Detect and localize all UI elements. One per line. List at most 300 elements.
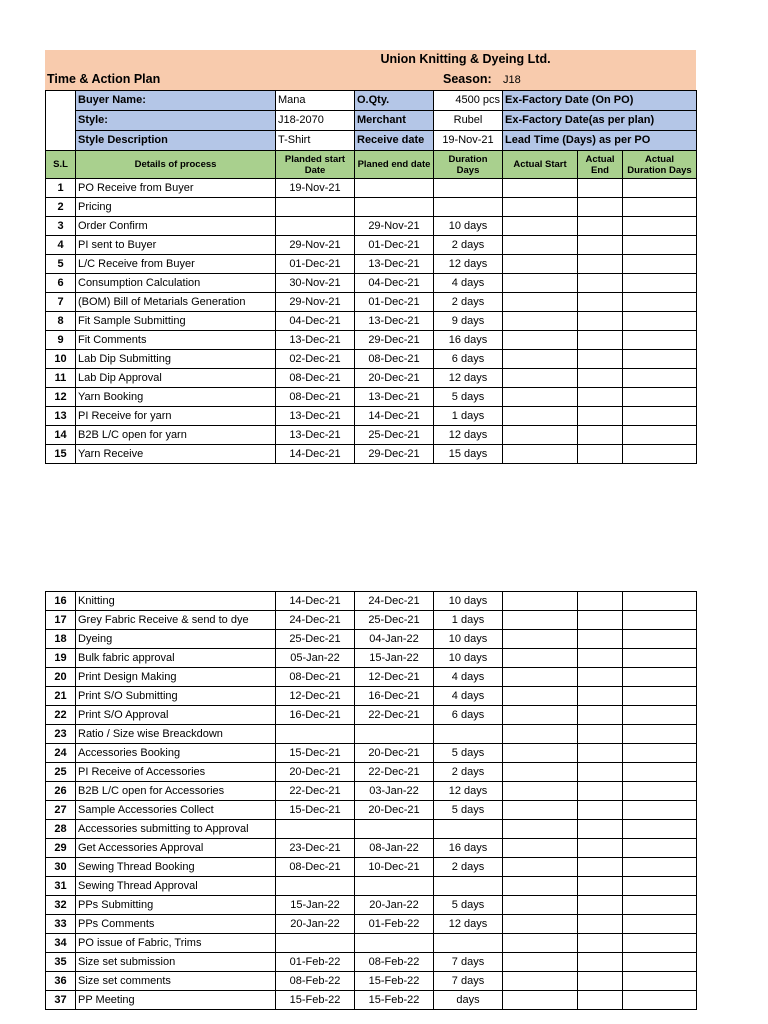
row-sl-number: 30 bbox=[46, 858, 76, 877]
row-actual-duration[interactable] bbox=[623, 255, 697, 274]
row-planned-end[interactable]: 20-Jan-22 bbox=[355, 896, 434, 915]
row-actual-end[interactable] bbox=[578, 782, 623, 801]
row-process-details[interactable]: L/C Receive from Buyer bbox=[76, 255, 276, 274]
row-actual-start[interactable] bbox=[503, 687, 578, 706]
row-duration[interactable]: 5 days bbox=[434, 896, 503, 915]
row-planned-end[interactable]: 25-Dec-21 bbox=[355, 611, 434, 630]
table-row bbox=[46, 445, 697, 464]
row-actual-end[interactable] bbox=[578, 293, 623, 312]
row-actual-start[interactable] bbox=[503, 312, 578, 331]
row-actual-duration[interactable] bbox=[623, 312, 697, 331]
row-actual-duration[interactable] bbox=[623, 649, 697, 668]
row-duration[interactable]: 9 days bbox=[434, 312, 503, 331]
row-actual-duration[interactable] bbox=[623, 858, 697, 877]
row-planned-start[interactable]: 22-Dec-21 bbox=[276, 782, 355, 801]
row-process-details[interactable]: PI Receive of Accessories bbox=[76, 763, 276, 782]
row-planned-start[interactable]: 14-Dec-21 bbox=[276, 445, 355, 464]
receive-value[interactable]: 19-Nov-21 bbox=[434, 131, 503, 151]
row-process-details[interactable]: Yarn Receive bbox=[76, 445, 276, 464]
row-actual-start[interactable] bbox=[503, 763, 578, 782]
row-sl-number: 9 bbox=[46, 331, 76, 350]
row-actual-end[interactable] bbox=[578, 274, 623, 293]
row-planned-end[interactable] bbox=[355, 820, 434, 839]
row-planned-end[interactable]: 24-Dec-21 bbox=[355, 592, 434, 611]
row-actual-duration[interactable] bbox=[623, 179, 697, 198]
row-planned-start[interactable]: 05-Jan-22 bbox=[276, 649, 355, 668]
row-planned-end[interactable]: 25-Dec-21 bbox=[355, 426, 434, 445]
row-actual-end[interactable] bbox=[578, 820, 623, 839]
row-actual-end[interactable] bbox=[578, 972, 623, 991]
exf-po-label: Ex-Factory Date (On PO) bbox=[503, 91, 697, 111]
row-duration[interactable]: 12 days bbox=[434, 369, 503, 388]
row-duration[interactable]: 2 days bbox=[434, 236, 503, 255]
row-actual-start[interactable] bbox=[503, 972, 578, 991]
row-duration[interactable] bbox=[434, 934, 503, 953]
row-actual-end[interactable] bbox=[578, 896, 623, 915]
row-process-details[interactable]: PPs Comments bbox=[76, 915, 276, 934]
row-actual-start[interactable] bbox=[503, 611, 578, 630]
row-duration[interactable]: 16 days bbox=[434, 331, 503, 350]
row-actual-start[interactable] bbox=[503, 858, 578, 877]
table-row bbox=[46, 331, 697, 350]
row-actual-start[interactable] bbox=[503, 706, 578, 725]
row-planned-end[interactable]: 20-Dec-21 bbox=[355, 369, 434, 388]
row-planned-start[interactable] bbox=[276, 877, 355, 896]
row-duration[interactable]: 10 days bbox=[434, 630, 503, 649]
row-process-details[interactable]: Fit Comments bbox=[76, 331, 276, 350]
row-actual-start[interactable] bbox=[503, 649, 578, 668]
row-planned-end[interactable]: 14-Dec-21 bbox=[355, 407, 434, 426]
row-planned-start[interactable]: 01-Feb-22 bbox=[276, 953, 355, 972]
row-planned-end[interactable] bbox=[355, 725, 434, 744]
row-actual-duration[interactable] bbox=[623, 407, 697, 426]
row-sl-number: 13 bbox=[46, 407, 76, 426]
row-process-details[interactable]: Bulk fabric approval bbox=[76, 649, 276, 668]
row-actual-duration[interactable] bbox=[623, 763, 697, 782]
row-duration[interactable]: 12 days bbox=[434, 782, 503, 801]
info-row-desc bbox=[46, 131, 697, 151]
table-row bbox=[46, 953, 697, 972]
row-sl-number: 3 bbox=[46, 217, 76, 236]
row-process-details[interactable]: B2B L/C open for Accessories bbox=[76, 782, 276, 801]
row-planned-start[interactable]: 08-Dec-21 bbox=[276, 668, 355, 687]
row-actual-start[interactable] bbox=[503, 592, 578, 611]
row-planned-start[interactable]: 13-Dec-21 bbox=[276, 426, 355, 445]
row-planned-start[interactable]: 15-Dec-21 bbox=[276, 801, 355, 820]
row-process-details[interactable]: PI sent to Buyer bbox=[76, 236, 276, 255]
row-actual-end[interactable] bbox=[578, 839, 623, 858]
row-duration[interactable]: 5 days bbox=[434, 801, 503, 820]
row-actual-start[interactable] bbox=[503, 782, 578, 801]
row-planned-start[interactable]: 02-Dec-21 bbox=[276, 350, 355, 369]
row-actual-start[interactable] bbox=[503, 407, 578, 426]
row-duration[interactable]: 16 days bbox=[434, 839, 503, 858]
row-actual-duration[interactable] bbox=[623, 877, 697, 896]
row-duration[interactable] bbox=[434, 725, 503, 744]
row-actual-duration[interactable] bbox=[623, 934, 697, 953]
row-planned-end[interactable]: 12-Dec-21 bbox=[355, 668, 434, 687]
row-duration[interactable]: 6 days bbox=[434, 350, 503, 369]
row-actual-duration[interactable] bbox=[623, 782, 697, 801]
row-duration[interactable]: 2 days bbox=[434, 293, 503, 312]
row-planned-start[interactable]: 13-Dec-21 bbox=[276, 407, 355, 426]
row-actual-end[interactable] bbox=[578, 744, 623, 763]
row-actual-end[interactable] bbox=[578, 592, 623, 611]
row-actual-start[interactable] bbox=[503, 388, 578, 407]
row-actual-start[interactable] bbox=[503, 934, 578, 953]
row-planned-end[interactable]: 22-Dec-21 bbox=[355, 763, 434, 782]
row-process-details[interactable]: Sample Accessories Collect bbox=[76, 801, 276, 820]
action-plan-table-part-1 bbox=[45, 90, 697, 464]
row-actual-end[interactable] bbox=[578, 369, 623, 388]
row-process-details[interactable]: Sewing Thread Booking bbox=[76, 858, 276, 877]
row-actual-end[interactable] bbox=[578, 630, 623, 649]
row-actual-start[interactable] bbox=[503, 877, 578, 896]
row-planned-end[interactable]: 15-Jan-22 bbox=[355, 649, 434, 668]
row-actual-start[interactable] bbox=[503, 445, 578, 464]
row-actual-start[interactable] bbox=[503, 896, 578, 915]
table-row bbox=[46, 820, 697, 839]
row-actual-start[interactable] bbox=[503, 198, 578, 217]
merchant-value[interactable]: Rubel bbox=[434, 111, 503, 131]
row-actual-end[interactable] bbox=[578, 217, 623, 236]
row-planned-start[interactable]: 16-Dec-21 bbox=[276, 706, 355, 725]
row-actual-start[interactable] bbox=[503, 820, 578, 839]
row-process-details[interactable]: Sewing Thread Approval bbox=[76, 877, 276, 896]
row-actual-duration[interactable] bbox=[623, 915, 697, 934]
row-planned-start[interactable]: 08-Dec-21 bbox=[276, 369, 355, 388]
row-sl-number: 25 bbox=[46, 763, 76, 782]
row-actual-end[interactable] bbox=[578, 388, 623, 407]
row-actual-end[interactable] bbox=[578, 179, 623, 198]
row-process-details[interactable]: Accessories submitting to Approval bbox=[76, 820, 276, 839]
row-actual-end[interactable] bbox=[578, 445, 623, 464]
row-process-details[interactable]: Lab Dip Submitting bbox=[76, 350, 276, 369]
row-process-details[interactable]: PO issue of Fabric, Trims bbox=[76, 934, 276, 953]
row-actual-end[interactable] bbox=[578, 236, 623, 255]
row-sl-number: 11 bbox=[46, 369, 76, 388]
table-row bbox=[46, 687, 697, 706]
row-actual-start[interactable] bbox=[503, 744, 578, 763]
row-actual-end[interactable] bbox=[578, 725, 623, 744]
row-actual-end[interactable] bbox=[578, 763, 623, 782]
row-process-details[interactable]: Get Accessories Approval bbox=[76, 839, 276, 858]
row-planned-end[interactable]: 20-Dec-21 bbox=[355, 744, 434, 763]
row-sl-number: 26 bbox=[46, 782, 76, 801]
row-actual-start[interactable] bbox=[503, 217, 578, 236]
row-planned-end[interactable]: 29-Dec-21 bbox=[355, 331, 434, 350]
row-actual-start[interactable] bbox=[503, 630, 578, 649]
row-process-details[interactable]: Ratio / Size wise Breackdown bbox=[76, 725, 276, 744]
row-actual-start[interactable] bbox=[503, 369, 578, 388]
row-process-details[interactable]: Print S/O Submitting bbox=[76, 687, 276, 706]
row-process-details[interactable]: Yarn Booking bbox=[76, 388, 276, 407]
row-planned-end[interactable]: 01-Dec-21 bbox=[355, 236, 434, 255]
row-planned-start[interactable] bbox=[276, 725, 355, 744]
row-process-details[interactable]: Knitting bbox=[76, 592, 276, 611]
row-actual-start[interactable] bbox=[503, 801, 578, 820]
row-actual-duration[interactable] bbox=[623, 217, 697, 236]
row-actual-start[interactable] bbox=[503, 426, 578, 445]
row-actual-duration[interactable] bbox=[623, 331, 697, 350]
row-actual-start[interactable] bbox=[503, 668, 578, 687]
row-actual-end[interactable] bbox=[578, 668, 623, 687]
row-actual-end[interactable] bbox=[578, 611, 623, 630]
row-actual-end[interactable] bbox=[578, 426, 623, 445]
row-actual-start[interactable] bbox=[503, 331, 578, 350]
row-process-details[interactable]: Fit Sample Submitting bbox=[76, 312, 276, 331]
row-planned-start[interactable]: 04-Dec-21 bbox=[276, 312, 355, 331]
desc-value[interactable]: T-Shirt bbox=[276, 131, 355, 151]
row-planned-end[interactable] bbox=[355, 877, 434, 896]
table-row bbox=[46, 198, 697, 217]
row-actual-start[interactable] bbox=[503, 179, 578, 198]
qty-value[interactable]: 4500 pcs bbox=[434, 91, 503, 111]
row-planned-start[interactable]: 08-Dec-21 bbox=[276, 388, 355, 407]
row-duration[interactable]: 1 days bbox=[434, 611, 503, 630]
row-duration[interactable]: 2 days bbox=[434, 763, 503, 782]
row-sl-number: 28 bbox=[46, 820, 76, 839]
row-planned-start[interactable] bbox=[276, 820, 355, 839]
row-duration[interactable]: 10 days bbox=[434, 649, 503, 668]
row-planned-start[interactable]: 20-Dec-21 bbox=[276, 763, 355, 782]
row-actual-start[interactable] bbox=[503, 350, 578, 369]
row-planned-end[interactable]: 08-Dec-21 bbox=[355, 350, 434, 369]
row-actual-end[interactable] bbox=[578, 858, 623, 877]
row-actual-end[interactable] bbox=[578, 915, 623, 934]
table-row bbox=[46, 388, 697, 407]
row-planned-end[interactable]: 10-Dec-21 bbox=[355, 858, 434, 877]
row-actual-end[interactable] bbox=[578, 649, 623, 668]
row-actual-duration[interactable] bbox=[623, 839, 697, 858]
row-process-details[interactable]: Lab Dip Approval bbox=[76, 369, 276, 388]
row-actual-end[interactable] bbox=[578, 953, 623, 972]
info-blank-cell bbox=[46, 91, 76, 151]
row-process-details[interactable]: PPs Submitting bbox=[76, 896, 276, 915]
row-process-details[interactable]: PI Receive for yarn bbox=[76, 407, 276, 426]
row-duration[interactable]: 4 days bbox=[434, 274, 503, 293]
row-planned-start[interactable]: 08-Feb-22 bbox=[276, 972, 355, 991]
row-duration[interactable]: 12 days bbox=[434, 915, 503, 934]
row-actual-duration[interactable] bbox=[623, 198, 697, 217]
row-actual-duration[interactable] bbox=[623, 801, 697, 820]
row-duration[interactable]: 1 days bbox=[434, 407, 503, 426]
row-planned-end[interactable]: 03-Jan-22 bbox=[355, 782, 434, 801]
row-planned-end[interactable]: 16-Dec-21 bbox=[355, 687, 434, 706]
title-banner bbox=[45, 50, 696, 90]
row-sl-number: 37 bbox=[46, 991, 76, 1010]
row-sl-number: 1 bbox=[46, 179, 76, 198]
row-planned-end[interactable]: 15-Feb-22 bbox=[355, 972, 434, 991]
row-planned-end[interactable]: 20-Dec-21 bbox=[355, 801, 434, 820]
row-duration[interactable]: 12 days bbox=[434, 255, 503, 274]
row-duration[interactable] bbox=[434, 877, 503, 896]
company-name: Union Knitting & Dyeing Ltd. bbox=[380, 52, 551, 66]
row-process-details[interactable]: Consumption Calculation bbox=[76, 274, 276, 293]
row-actual-duration[interactable] bbox=[623, 236, 697, 255]
row-planned-start[interactable]: 13-Dec-21 bbox=[276, 331, 355, 350]
row-actual-start[interactable] bbox=[503, 274, 578, 293]
row-actual-end[interactable] bbox=[578, 991, 623, 1010]
row-process-details[interactable]: B2B L/C open for yarn bbox=[76, 426, 276, 445]
row-sl-number: 10 bbox=[46, 350, 76, 369]
buyer-value[interactable]: Mana bbox=[276, 91, 355, 111]
row-planned-start[interactable]: 24-Dec-21 bbox=[276, 611, 355, 630]
row-duration[interactable] bbox=[434, 179, 503, 198]
row-actual-duration[interactable] bbox=[623, 687, 697, 706]
row-planned-end[interactable] bbox=[355, 198, 434, 217]
row-planned-end[interactable] bbox=[355, 179, 434, 198]
row-planned-start[interactable]: 15-Feb-22 bbox=[276, 991, 355, 1010]
row-actual-start[interactable] bbox=[503, 725, 578, 744]
row-planned-end[interactable]: 01-Dec-21 bbox=[355, 293, 434, 312]
row-actual-start[interactable] bbox=[503, 953, 578, 972]
qty-label: O.Qty. bbox=[355, 91, 434, 111]
row-actual-end[interactable] bbox=[578, 312, 623, 331]
row-actual-start[interactable] bbox=[503, 991, 578, 1010]
row-actual-end[interactable] bbox=[578, 687, 623, 706]
row-planned-start[interactable]: 23-Dec-21 bbox=[276, 839, 355, 858]
row-process-details[interactable]: (BOM) Bill of Metarials Generation bbox=[76, 293, 276, 312]
row-planned-start[interactable]: 20-Jan-22 bbox=[276, 915, 355, 934]
row-process-details[interactable]: Pricing bbox=[76, 198, 276, 217]
row-process-details[interactable]: PO Receive from Buyer bbox=[76, 179, 276, 198]
row-actual-duration[interactable] bbox=[623, 369, 697, 388]
row-sl-number: 18 bbox=[46, 630, 76, 649]
row-planned-start[interactable]: 15-Jan-22 bbox=[276, 896, 355, 915]
row-duration[interactable]: 5 days bbox=[434, 388, 503, 407]
row-planned-start[interactable] bbox=[276, 198, 355, 217]
row-planned-end[interactable] bbox=[355, 934, 434, 953]
row-planned-start[interactable]: 08-Dec-21 bbox=[276, 858, 355, 877]
row-sl-number: 29 bbox=[46, 839, 76, 858]
row-duration[interactable]: 2 days bbox=[434, 858, 503, 877]
row-actual-duration[interactable] bbox=[623, 953, 697, 972]
table-row bbox=[46, 293, 697, 312]
style-value[interactable]: J18-2070 bbox=[276, 111, 355, 131]
row-actual-duration[interactable] bbox=[623, 991, 697, 1010]
row-actual-end[interactable] bbox=[578, 934, 623, 953]
row-planned-end[interactable]: 08-Jan-22 bbox=[355, 839, 434, 858]
row-planned-end[interactable]: 29-Nov-21 bbox=[355, 217, 434, 236]
row-duration[interactable]: 12 days bbox=[434, 426, 503, 445]
row-actual-duration[interactable] bbox=[623, 725, 697, 744]
row-actual-start[interactable] bbox=[503, 236, 578, 255]
row-actual-duration[interactable] bbox=[623, 592, 697, 611]
row-planned-end[interactable]: 04-Jan-22 bbox=[355, 630, 434, 649]
row-sl-number: 5 bbox=[46, 255, 76, 274]
row-actual-duration[interactable] bbox=[623, 820, 697, 839]
row-duration[interactable]: 10 days bbox=[434, 217, 503, 236]
row-actual-end[interactable] bbox=[578, 407, 623, 426]
row-actual-duration[interactable] bbox=[623, 611, 697, 630]
row-planned-start[interactable]: 19-Nov-21 bbox=[276, 179, 355, 198]
table-row bbox=[46, 255, 697, 274]
row-duration[interactable]: 4 days bbox=[434, 668, 503, 687]
row-actual-start[interactable] bbox=[503, 915, 578, 934]
row-planned-start[interactable]: 25-Dec-21 bbox=[276, 630, 355, 649]
row-actual-duration[interactable] bbox=[623, 630, 697, 649]
row-actual-end[interactable] bbox=[578, 801, 623, 820]
row-planned-start[interactable]: 14-Dec-21 bbox=[276, 592, 355, 611]
row-actual-duration[interactable] bbox=[623, 744, 697, 763]
row-planned-start[interactable]: 29-Nov-21 bbox=[276, 236, 355, 255]
row-actual-duration[interactable] bbox=[623, 668, 697, 687]
row-duration[interactable]: 15 days bbox=[434, 445, 503, 464]
row-process-details[interactable]: Grey Fabric Receive & send to dye bbox=[76, 611, 276, 630]
row-planned-start[interactable] bbox=[276, 217, 355, 236]
row-planned-end[interactable]: 22-Dec-21 bbox=[355, 706, 434, 725]
row-actual-start[interactable] bbox=[503, 293, 578, 312]
row-actual-duration[interactable] bbox=[623, 445, 697, 464]
row-actual-duration[interactable] bbox=[623, 350, 697, 369]
row-actual-end[interactable] bbox=[578, 706, 623, 725]
row-actual-duration[interactable] bbox=[623, 274, 697, 293]
table-row bbox=[46, 407, 697, 426]
row-planned-end[interactable]: 01-Feb-22 bbox=[355, 915, 434, 934]
info-row-style bbox=[46, 111, 697, 131]
row-planned-end[interactable]: 15-Feb-22 bbox=[355, 991, 434, 1010]
row-planned-start[interactable]: 15-Dec-21 bbox=[276, 744, 355, 763]
row-process-details[interactable]: Print Design Making bbox=[76, 668, 276, 687]
row-duration[interactable]: 5 days bbox=[434, 744, 503, 763]
row-duration[interactable]: 7 days bbox=[434, 953, 503, 972]
row-planned-start[interactable]: 29-Nov-21 bbox=[276, 293, 355, 312]
row-planned-end[interactable]: 29-Dec-21 bbox=[355, 445, 434, 464]
row-planned-end[interactable]: 08-Feb-22 bbox=[355, 953, 434, 972]
row-sl-number: 32 bbox=[46, 896, 76, 915]
row-process-details[interactable]: PP Meeting bbox=[76, 991, 276, 1010]
row-actual-duration[interactable] bbox=[623, 388, 697, 407]
row-actual-duration[interactable] bbox=[623, 972, 697, 991]
row-actual-end[interactable] bbox=[578, 331, 623, 350]
row-planned-end[interactable]: 13-Dec-21 bbox=[355, 312, 434, 331]
row-planned-start[interactable]: 01-Dec-21 bbox=[276, 255, 355, 274]
row-planned-start[interactable]: 12-Dec-21 bbox=[276, 687, 355, 706]
row-actual-end[interactable] bbox=[578, 350, 623, 369]
row-planned-start[interactable] bbox=[276, 934, 355, 953]
row-duration[interactable]: 6 days bbox=[434, 706, 503, 725]
row-process-details[interactable]: Size set comments bbox=[76, 972, 276, 991]
row-actual-duration[interactable] bbox=[623, 426, 697, 445]
row-duration[interactable]: 4 days bbox=[434, 687, 503, 706]
row-actual-duration[interactable] bbox=[623, 896, 697, 915]
row-actual-end[interactable] bbox=[578, 198, 623, 217]
row-process-details[interactable]: Accessories Booking bbox=[76, 744, 276, 763]
row-duration[interactable]: 7 days bbox=[434, 972, 503, 991]
row-duration[interactable]: 10 days bbox=[434, 592, 503, 611]
row-planned-end[interactable]: 04-Dec-21 bbox=[355, 274, 434, 293]
row-actual-end[interactable] bbox=[578, 255, 623, 274]
row-planned-start[interactable]: 30-Nov-21 bbox=[276, 274, 355, 293]
row-duration[interactable] bbox=[434, 820, 503, 839]
table-row bbox=[46, 592, 697, 611]
row-process-details[interactable]: Size set submission bbox=[76, 953, 276, 972]
row-actual-duration[interactable] bbox=[623, 293, 697, 312]
row-actual-start[interactable] bbox=[503, 255, 578, 274]
row-process-details[interactable]: Dyeing bbox=[76, 630, 276, 649]
row-process-details[interactable]: Order Confirm bbox=[76, 217, 276, 236]
row-planned-end[interactable]: 13-Dec-21 bbox=[355, 388, 434, 407]
row-actual-duration[interactable] bbox=[623, 706, 697, 725]
row-process-details[interactable]: Print S/O Approval bbox=[76, 706, 276, 725]
row-actual-end[interactable] bbox=[578, 877, 623, 896]
row-actual-start[interactable] bbox=[503, 839, 578, 858]
row-planned-end[interactable]: 13-Dec-21 bbox=[355, 255, 434, 274]
row-duration[interactable]: days bbox=[434, 991, 503, 1010]
table-row bbox=[46, 858, 697, 877]
row-duration[interactable] bbox=[434, 198, 503, 217]
